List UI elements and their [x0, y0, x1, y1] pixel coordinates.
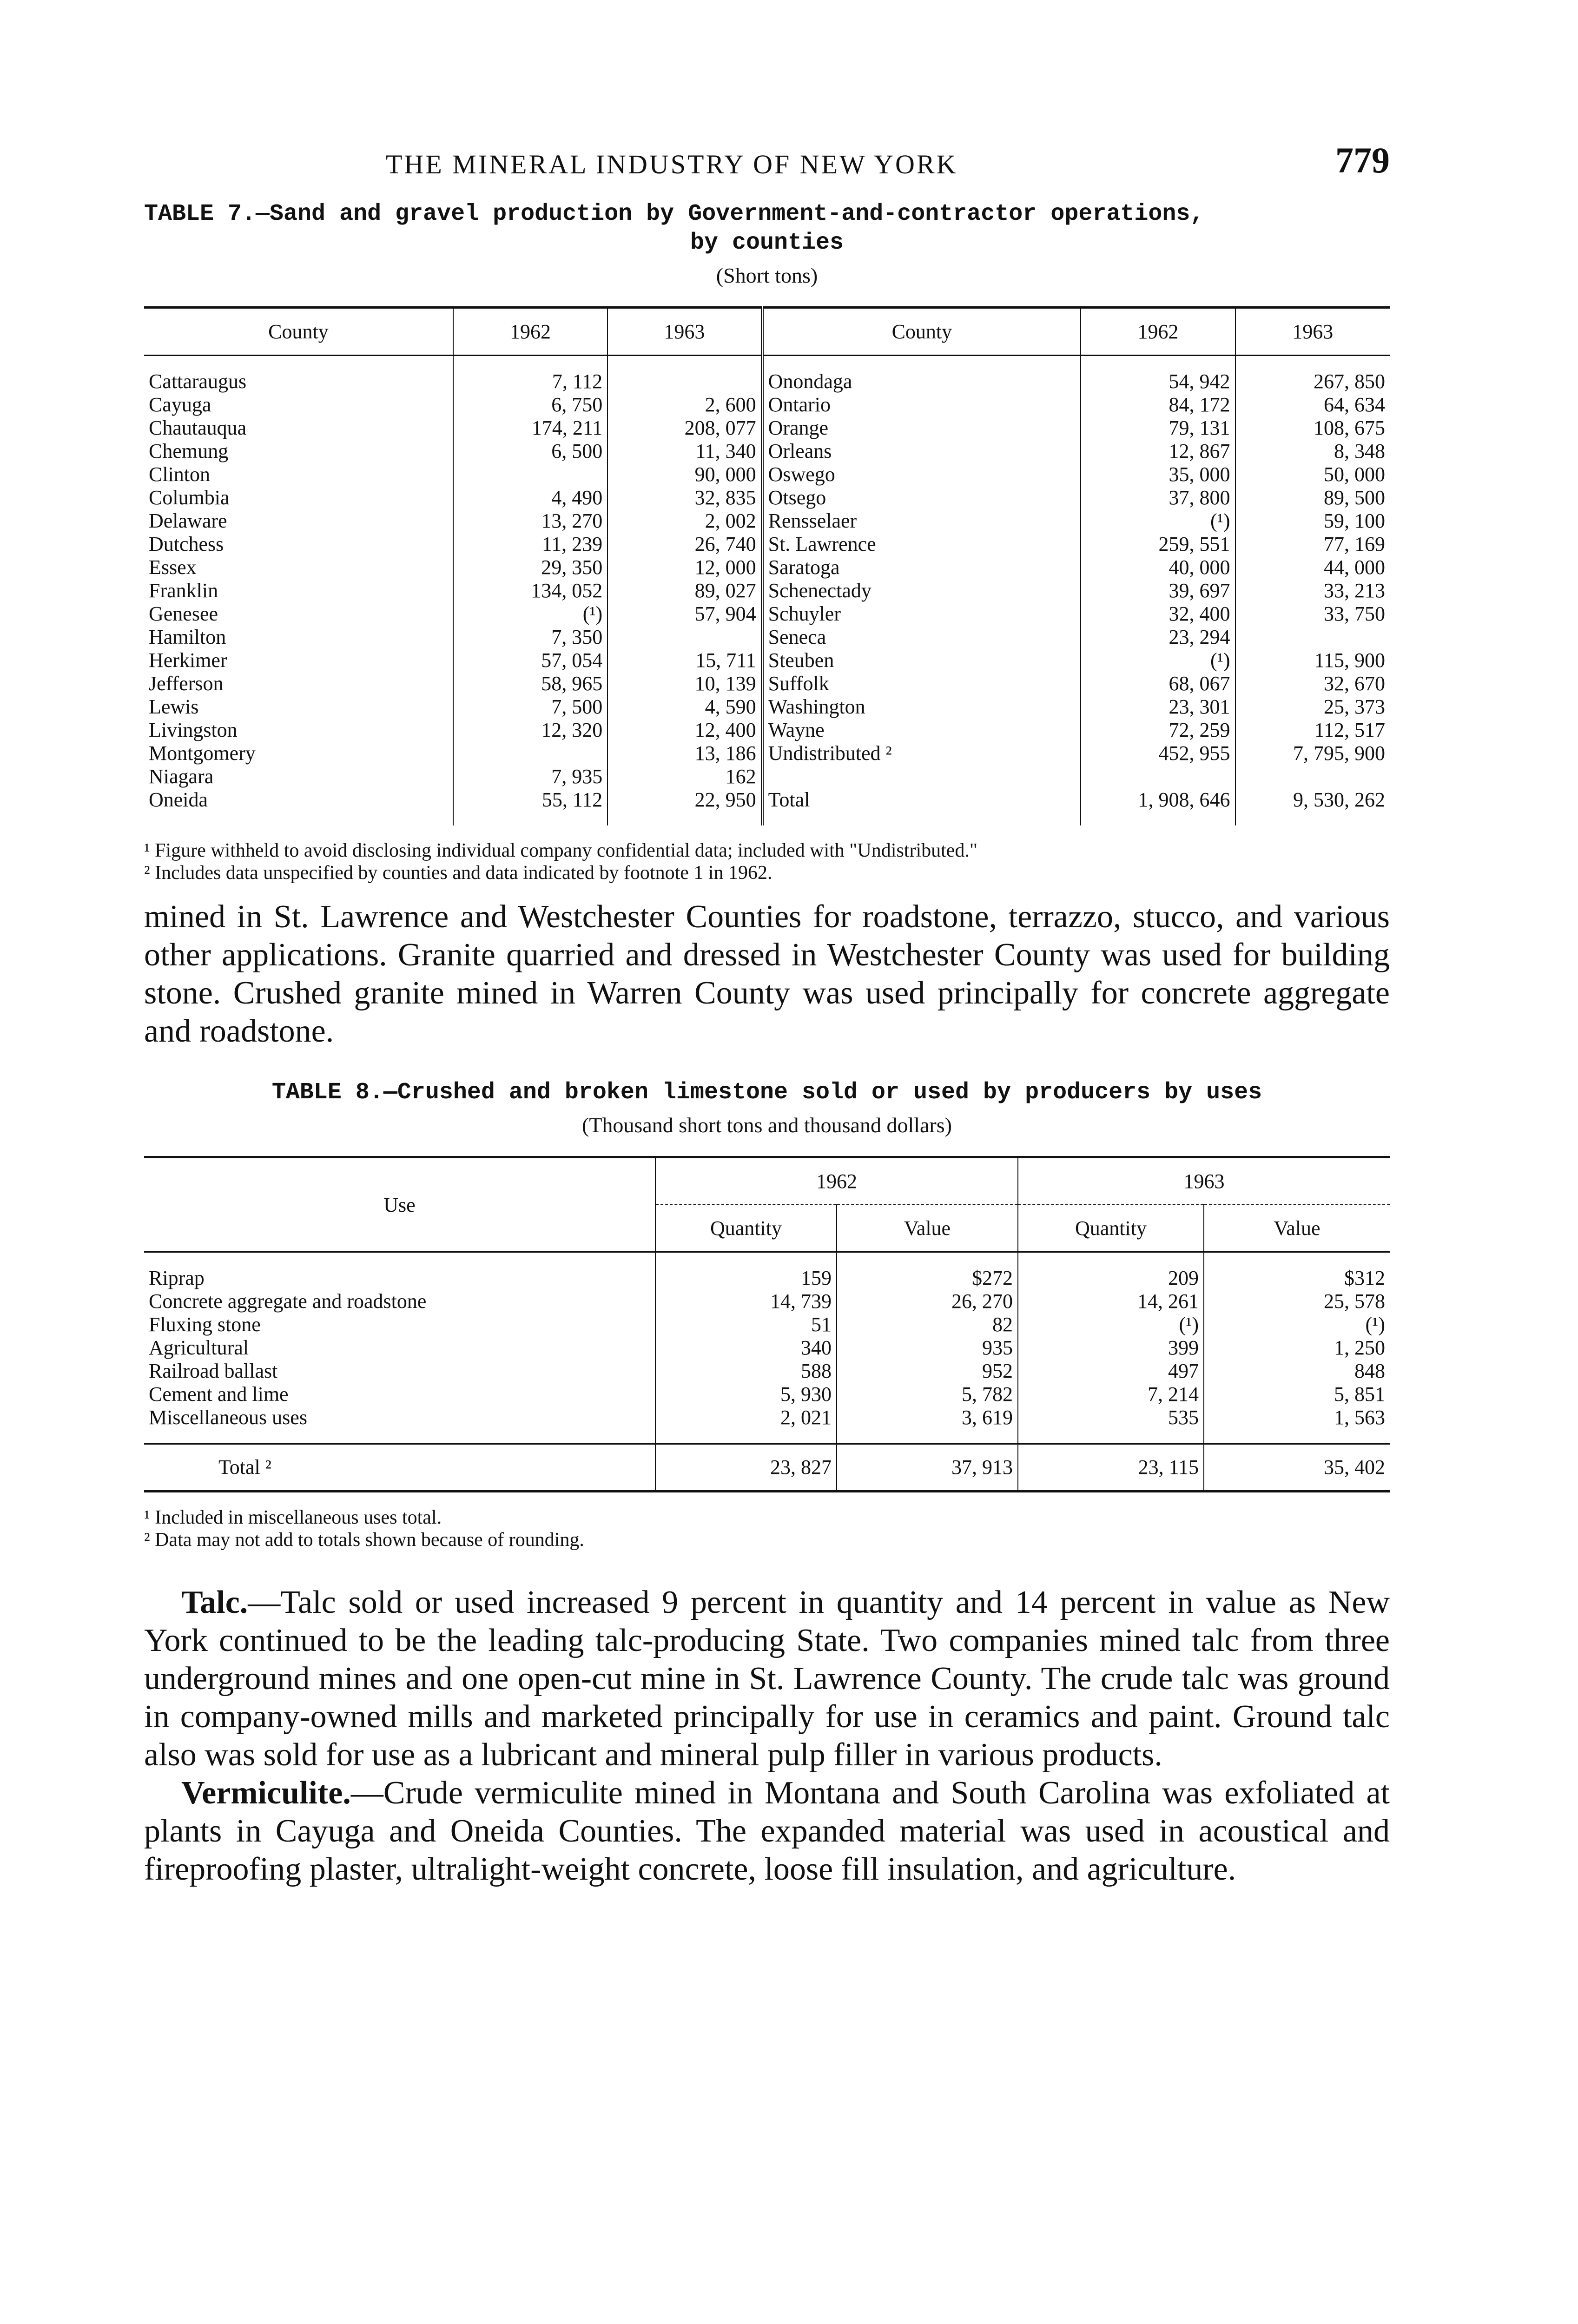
table8-use: Concrete aggregate and roadstone	[144, 1290, 655, 1313]
table7-right-county: Oswego	[762, 463, 1081, 486]
running-head	[144, 139, 1390, 191]
table8-row	[144, 1313, 1390, 1336]
table7-left-1962: 134, 052	[453, 579, 607, 602]
table8-value-1962: 935	[837, 1336, 1018, 1360]
table7-left-county: Cayuga	[144, 393, 453, 416]
table7-right-1962	[1081, 765, 1235, 788]
table7-right-1962: 32, 400	[1081, 602, 1235, 626]
table7-right-county	[762, 765, 1081, 788]
table7-left-1962: 55, 112	[453, 788, 607, 825]
table8-header-use: Use	[144, 1157, 655, 1252]
table8-footnote-1: ¹ Included in miscellaneous uses total.	[144, 1507, 442, 1528]
table8-use: Miscellaneous uses	[144, 1406, 655, 1444]
table7-left-county: Chemung	[144, 440, 453, 463]
table7-right-1962: 452, 955	[1081, 742, 1235, 765]
table7-right-1963: 9, 530, 262	[1293, 788, 1385, 811]
table7-left-county: Franklin	[144, 579, 453, 602]
table7-left-county: Livingston	[144, 719, 453, 742]
table7-header-1963-left: 1963	[607, 308, 762, 356]
table7-right-1962: 40, 000	[1081, 556, 1235, 579]
table7-right-county: Steuben	[762, 649, 1081, 672]
table7-left-1963: 2, 600	[705, 393, 756, 416]
table7-right-1962: 35, 000	[1081, 463, 1235, 486]
table7-left-county: Columbia	[144, 486, 453, 509]
table8-quantity-1962: 14, 739	[655, 1290, 837, 1313]
table7-left-1963: 11, 340	[695, 440, 756, 462]
table8-value-1963: 848	[1354, 1360, 1385, 1382]
table8-value-1963: 5, 851	[1334, 1383, 1385, 1406]
table7-left-county: Delaware	[144, 509, 453, 533]
table7-left-1963: 208, 077	[684, 416, 756, 439]
table8-footnote-2: ² Data may not add to totals shown because of rounding.	[144, 1529, 584, 1551]
table8-quantity-1962: 159	[655, 1252, 837, 1290]
table7-right-1963: 32, 670	[1324, 672, 1385, 695]
table7-left-county: Jefferson	[144, 672, 453, 695]
table8-quantity-1963: 7, 214	[1018, 1383, 1204, 1406]
table8-value-1962: 82	[837, 1313, 1018, 1336]
table7-left-1963: 57, 904	[694, 602, 756, 625]
table7-row	[144, 463, 1390, 486]
table7-left-1962: 7, 112	[453, 356, 607, 394]
table7-right-1963: 267, 850	[1314, 370, 1385, 393]
table7-row	[144, 440, 1390, 463]
table7-left-1962: 12, 320	[453, 719, 607, 742]
table7-row	[144, 579, 1390, 602]
body-section-minerals	[144, 1584, 1390, 1888]
table7-right-county: Rensselaer	[762, 509, 1081, 533]
table7-row	[144, 649, 1390, 672]
table7-right-1962: 39, 697	[1081, 579, 1235, 602]
table7-left-1962: 7, 935	[453, 765, 607, 788]
body-paragraph-1	[144, 898, 1390, 1050]
table7-left-1962	[453, 742, 607, 765]
table7-left-1963: 89, 027	[694, 579, 756, 602]
table7-right-1963: 7, 795, 900	[1293, 742, 1385, 765]
table7-footnote-2: ² Includes data unspecified by counties and data indicated by footnote 1 in 1962.	[144, 862, 772, 884]
table7-left-county: Lewis	[144, 695, 453, 719]
table7-header-1962-left: 1962	[453, 308, 607, 356]
table7-row	[144, 695, 1390, 719]
table7-left-1963: 2, 002	[705, 509, 756, 532]
table7-right-1963: 59, 100	[1324, 509, 1385, 532]
table8-value-1963: 1, 563	[1334, 1406, 1385, 1429]
table8-use: Agricultural	[144, 1336, 655, 1360]
table8-quantity-1963: 497	[1018, 1360, 1204, 1383]
table7-footnotes	[144, 839, 1390, 884]
table7-right-1963: 89, 500	[1324, 486, 1385, 509]
table8-total-v1963: 35, 402	[1204, 1444, 1390, 1492]
table8-header-1963: 1963	[1018, 1157, 1390, 1205]
talc-heading: Talc.	[181, 1585, 248, 1620]
table7-right-1962: (¹)	[1081, 509, 1235, 533]
table8-total-v1962: 37, 913	[837, 1444, 1018, 1492]
table7	[144, 306, 1390, 825]
table7-left-1963: 162	[725, 765, 756, 788]
table7-left-1963	[607, 356, 762, 394]
table7-right-1962: 79, 131	[1081, 416, 1235, 440]
table7-body	[144, 356, 1390, 826]
table7-left-county: Niagara	[144, 765, 453, 788]
table7-left-1962: 6, 500	[453, 440, 607, 463]
paragraph-talc	[144, 1584, 1390, 1774]
table7-right-1962: 12, 867	[1081, 440, 1235, 463]
table7-left-1963: 90, 000	[694, 463, 756, 486]
table7-right-1963: 44, 000	[1324, 556, 1385, 579]
table7-right-county: Suffolk	[762, 672, 1081, 695]
table7-right-1962: 84, 172	[1081, 393, 1235, 416]
table7-left-1962: 4, 490	[453, 486, 607, 509]
table7-left-1963: 12, 400	[694, 719, 756, 741]
table7-caption-line2: by counties	[690, 230, 844, 256]
table7-left-1962: 29, 350	[453, 556, 607, 579]
table8-total-q1963: 23, 115	[1018, 1444, 1204, 1492]
table8-use: Riprap	[144, 1252, 655, 1290]
table7-right-county: Washington	[762, 695, 1081, 719]
table7-right-1963: 25, 373	[1324, 695, 1385, 718]
table7-left-1962: 11, 239	[453, 533, 607, 556]
table7-unit: (Short tons)	[716, 264, 818, 287]
table7-row	[144, 742, 1390, 765]
table8-value-1962: $272	[837, 1252, 1018, 1290]
table8-total-label: Total ²	[144, 1444, 655, 1492]
table8-row	[144, 1360, 1390, 1383]
table7-row	[144, 556, 1390, 579]
table8-header-quantity-1963: Quantity	[1018, 1205, 1204, 1252]
table7-right-1962: 1, 908, 646	[1081, 788, 1235, 825]
table7-right-county: Otsego	[762, 486, 1081, 509]
table7-left-1963: 4, 590	[705, 695, 756, 718]
table7-right-1962: 23, 301	[1081, 695, 1235, 719]
table7-right-1963: 115, 900	[1314, 649, 1385, 672]
table8-quantity-1962: 588	[655, 1360, 837, 1383]
table7-right-1962: 23, 294	[1081, 626, 1235, 649]
table8-quantity-1962: 340	[655, 1336, 837, 1360]
table7-right-1963: 33, 750	[1324, 602, 1385, 625]
table7-left-1962: 57, 054	[453, 649, 607, 672]
table7-row	[144, 486, 1390, 509]
table7-right-1963: 33, 213	[1324, 579, 1385, 602]
table7-right-1962: 259, 551	[1081, 533, 1235, 556]
table7-right-1963: 112, 517	[1314, 719, 1385, 741]
table7-right-1962: 72, 259	[1081, 719, 1235, 742]
table7-right-1962: 54, 942	[1081, 356, 1235, 394]
table7-right-county: Schenectady	[762, 579, 1081, 602]
table8-caption: TABLE 8.—Crushed and broken limestone sold or used by producers by uses	[271, 1079, 1262, 1106]
page-number: 779	[1335, 140, 1390, 180]
table7-left-1963: 22, 950	[694, 788, 756, 811]
table7-row	[144, 356, 1390, 394]
table7-right-county: Schuyler	[762, 602, 1081, 626]
table7-row	[144, 509, 1390, 533]
table8-quantity-1963: 14, 261	[1018, 1290, 1204, 1313]
table7-right-1962: (¹)	[1081, 649, 1235, 672]
table8-header-quantity-1962: Quantity	[655, 1205, 837, 1252]
table7-row	[144, 393, 1390, 416]
table7-left-1963: 10, 139	[694, 672, 756, 695]
table8-value-1962: 952	[837, 1360, 1018, 1383]
table8-value-1963: 25, 578	[1324, 1290, 1385, 1313]
table7-row	[144, 416, 1390, 440]
table8-row	[144, 1406, 1390, 1444]
table7-right-county: Orange	[762, 416, 1081, 440]
table7-header-1963-right: 1963	[1235, 308, 1390, 356]
table7-left-1962: 6, 750	[453, 393, 607, 416]
table8-value-1962: 5, 782	[837, 1383, 1018, 1406]
table8-use: Railroad ballast	[144, 1360, 655, 1383]
table7-left-1963	[607, 626, 762, 649]
table7-right-1963: 77, 169	[1324, 533, 1385, 555]
table7-right-1962: 37, 800	[1081, 486, 1235, 509]
table8-row	[144, 1252, 1390, 1290]
table8-use: Cement and lime	[144, 1383, 655, 1406]
table7-row	[144, 672, 1390, 695]
table7-left-county: Clinton	[144, 463, 453, 486]
table8-value-1963: 1, 250	[1334, 1336, 1385, 1359]
table7-right-1963: 108, 675	[1314, 416, 1385, 439]
table8-quantity-1963: 535	[1018, 1406, 1204, 1444]
table7-left-1962: 13, 270	[453, 509, 607, 533]
table7-left-1962	[453, 463, 607, 486]
table7-right-county: Total	[762, 788, 1081, 825]
table7-left-1962: 7, 350	[453, 626, 607, 649]
table8-row	[144, 1336, 1390, 1360]
table8-header-value-1962: Value	[837, 1205, 1018, 1252]
table7-header-county-right: County	[762, 308, 1081, 356]
table7-left-county: Essex	[144, 556, 453, 579]
table8-quantity-1963: (¹)	[1018, 1313, 1204, 1336]
table7-left-1962: 7, 500	[453, 695, 607, 719]
vermiculite-heading: Vermiculite.	[181, 1775, 351, 1811]
table7-row	[144, 602, 1390, 626]
table7-row	[144, 765, 1390, 788]
table7-header-county-left: County	[144, 308, 453, 356]
table7-right-1963: 8, 348	[1334, 440, 1385, 462]
table7-right-1962: 68, 067	[1081, 672, 1235, 695]
table7-left-1962: 58, 965	[453, 672, 607, 695]
table7-header-1962-right: 1962	[1081, 308, 1235, 356]
table7-left-1962: 174, 211	[453, 416, 607, 440]
table7-left-1963: 12, 000	[694, 556, 756, 579]
table7-left-1963: 13, 186	[694, 742, 756, 765]
table7-right-county: St. Lawrence	[762, 533, 1081, 556]
table7-row	[144, 719, 1390, 742]
table8-quantity-1962: 5, 930	[655, 1383, 837, 1406]
table8-value-1962: 3, 619	[837, 1406, 1018, 1444]
table8-quantity-1963: 399	[1018, 1336, 1204, 1360]
table7-right-county: Wayne	[762, 719, 1081, 742]
paragraph-granite: mined in St. Lawrence and Westchester Counties for roadstone, terrazzo, stucco, and various other applications. Granite quarried and dressed in Westchester County was used for building stone. Crushed granite mined in Warren County was used principally for concrete aggregate and roadstone.	[144, 899, 1390, 1049]
table7-left-county: Dutchess	[144, 533, 453, 556]
table7-right-1963: 64, 634	[1324, 393, 1385, 416]
table8-use: Fluxing stone	[144, 1313, 655, 1336]
table7-left-county: Montgomery	[144, 742, 453, 765]
table7-right-county: Saratoga	[762, 556, 1081, 579]
table8-row	[144, 1383, 1390, 1406]
page	[144, 139, 1390, 1888]
table7-left-1963: 15, 711	[695, 649, 756, 672]
talc-text: —Talc sold or used increased 9 percent in quantity and 14 percent in value as New York continued to be the leading talc-producing State. Two companies mined talc from three underground mines and one open-cut mine in St. Lawrence County. The crude talc was ground in company-owned mills and marketed principally for use in ceramics and paint. Ground talc also was sold for use as a lubricant and mineral pulp filler in various products.	[144, 1585, 1390, 1773]
table7-right-county: Seneca	[762, 626, 1081, 649]
table7-left-county: Genesee	[144, 602, 453, 626]
table7-right-1963	[1235, 626, 1390, 649]
table7-left-county: Chautauqua	[144, 416, 453, 440]
table8-quantity-1963: 209	[1018, 1252, 1204, 1290]
table7-right-1963	[1235, 765, 1390, 788]
paragraph-vermiculite	[144, 1774, 1390, 1888]
table7-left-1963: 32, 835	[694, 486, 756, 509]
table7-right-county: Undistributed ²	[762, 742, 1081, 765]
table7-caption-line1: TABLE 7.—Sand and gravel production by Government-and-contractor operations,	[144, 201, 1204, 227]
running-title: THE MINERAL INDUSTRY OF NEW YORK	[386, 149, 958, 179]
table8-header-1962: 1962	[655, 1157, 1018, 1205]
table8-value-1963: $312	[1344, 1267, 1385, 1289]
table7-row	[144, 626, 1390, 649]
table8	[144, 1156, 1390, 1492]
table7-right-1963: 50, 000	[1324, 463, 1385, 486]
table7-right-county: Ontario	[762, 393, 1081, 416]
table8-row	[144, 1290, 1390, 1313]
table7-left-1962: (¹)	[453, 602, 607, 626]
table8-body	[144, 1252, 1390, 1444]
table8-total-row	[144, 1444, 1390, 1492]
table8-value-1962: 26, 270	[837, 1290, 1018, 1313]
table7-left-1963: 26, 740	[694, 533, 756, 555]
table7-right-county: Orleans	[762, 440, 1081, 463]
table7-left-county: Oneida	[144, 788, 453, 825]
table8-header-value-1963: Value	[1204, 1205, 1390, 1252]
table8-quantity-1962: 51	[655, 1313, 837, 1336]
vermiculite-text: —Crude vermiculite mined in Montana and South Carolina was exfoliated at plants in Cayuga and Oneida Counties. The expanded material was used in acoustical and fireproofing plaster, ultralight-weight concrete, loose fill insulation, and agriculture.	[144, 1775, 1390, 1887]
table8-quantity-1962: 2, 021	[655, 1406, 837, 1444]
table7-row	[144, 533, 1390, 556]
table8-total-q1962: 23, 827	[655, 1444, 837, 1492]
table8-value-1963: (¹)	[1365, 1313, 1385, 1336]
table7-left-county: Hamilton	[144, 626, 453, 649]
table8-unit: (Thousand short tons and thousand dollars)	[582, 1113, 952, 1137]
table7-footnote-1: ¹ Figure withheld to avoid disclosing individual company confidential data; included with "Undistributed."	[144, 840, 978, 861]
table8-footnotes	[144, 1506, 1390, 1551]
table7-caption	[144, 200, 1390, 257]
table7-left-county: Herkimer	[144, 649, 453, 672]
table7-right-county: Onondaga	[762, 356, 1081, 394]
table7-left-county: Cattaraugus	[144, 356, 453, 394]
table7-row	[144, 788, 1390, 825]
